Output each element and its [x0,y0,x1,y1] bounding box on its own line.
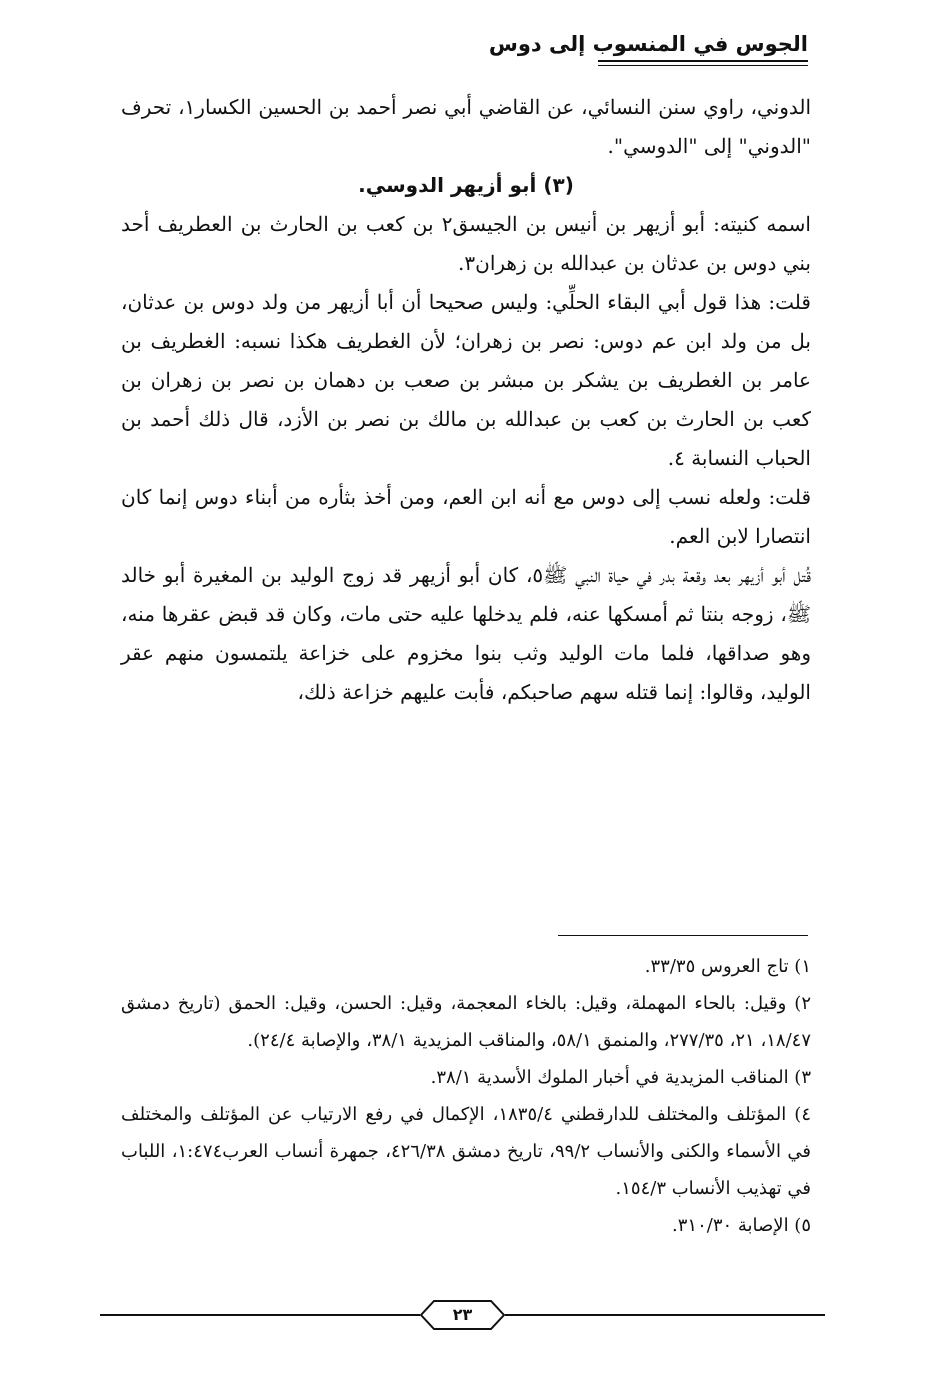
footnote-5: ٥) الإصابة ٣١٠/٣٠. [672,1215,811,1236]
header-rule-top [598,60,808,62]
running-header-title: الجوس في المنسوب إلى دوس [488,32,808,56]
page-number-frame [420,1300,505,1330]
section-heading: (٣) أبو أزيهر الدوسي. [358,173,574,197]
page-number: ٢٣ [452,1305,473,1324]
footer-rule-right [505,1314,825,1316]
footnote-1: ١) تاج العروس ٣٣/٣٥. [644,956,811,977]
header-rule-bottom [598,65,808,66]
footnote-4: ٤) المؤتلف والمختلف للدارقطني ١٨٣٥/٤، الإكمال في رفع الارتياب عن المؤتلف والمختلف في الأسماء والكنى والأنساب ٩٩/٢، تاريخ دمشق ٤٢٦/٣٨، جمهرة أنساب العرب١:٤٧٤، اللباب في تهذيب الأنساب ١٥٤/٣. [121,1104,811,1199]
footnote-3: ٣) المناقب المزيدية في أخبار الملوك الأسدية ٣٨/١. [430,1067,811,1088]
page-footer [100,1300,825,1330]
paragraph-attribution-note: قلت: ولعله نسب إلى دوس مع أنه ابن العم، ومن أخذ بثأره من أبناء دوس إنما كان انتصارا لابن العم. [121,485,811,548]
footnote-2: ٢) وقيل: بالحاء المهملة، وقيل: بالخاء المعجمة، وقيل: الحسن، وقيل: الحمق (تاريخ دمشق ١٨/٤٧، ٢١، ٢٧٧/٣٥، والمنمق ٥٨/١، والمناقب المزيدية ٣٨/١، والإصابة ٢٤/٤). [121,993,811,1051]
paragraph-continuation: الدوني، راوي سنن النسائي، عن القاضي أبي نصر أحمد بن الحسين الكسار١، تحرف "الدوني" إلى "الدوسي". [121,95,812,158]
paragraph-death-account: قُتل أبو أزيهر بعد وقعة بدر في حياة النبي ﷺ٥، كان أبو أزيهر قد زوج الوليد بن المغيرة أبو خالد ﷺ، زوجه بنتا ثم أمسكها عنه، فلم يدخلها عليه حتى مات، وكان قد قبض عقرها منه، وهو صداقها، فلما مات الوليد وثب بنوا مخزوم على خزاعة يلتمسون منهم عقر الوليد، وقالوا: إنما قتله سهم صاحبكم، فأبت عليهم خزاعة ذلك، [121,563,812,704]
main-text-body [121,88,811,712]
footnote-separator [558,935,808,936]
paragraph-name: اسمه كنيته: أبو أزيهر بن أنيس بن الجيسق٢ بن كعب بن الحارث بن العطريف أحد بني دوس بن عدثان بن عبدالله بن زهران٣. [121,212,811,275]
paragraph-lineage-note: قلت: هذا قول أبي البقاء الحلِّي: وليس صحيحا أن أبا أزيهر من ولد دوس بن عدثان، بل من ولد ابن عم دوس: نصر بن زهران؛ لأن الغطريف هكذا نسبه: الغطريف بن عامر بن الغطريف بن يشكر بن مبشر بن صعب بن دهمان بن نصر بن زهران بن كعب بن الحارث بن كعب بن عبدالله بن مالك بن نصر بن الأزد، قال ذلك أحمد بن الحباب النسابة ٤. [121,290,811,470]
footnotes-section [121,948,811,1244]
footer-rule-left [100,1314,420,1316]
